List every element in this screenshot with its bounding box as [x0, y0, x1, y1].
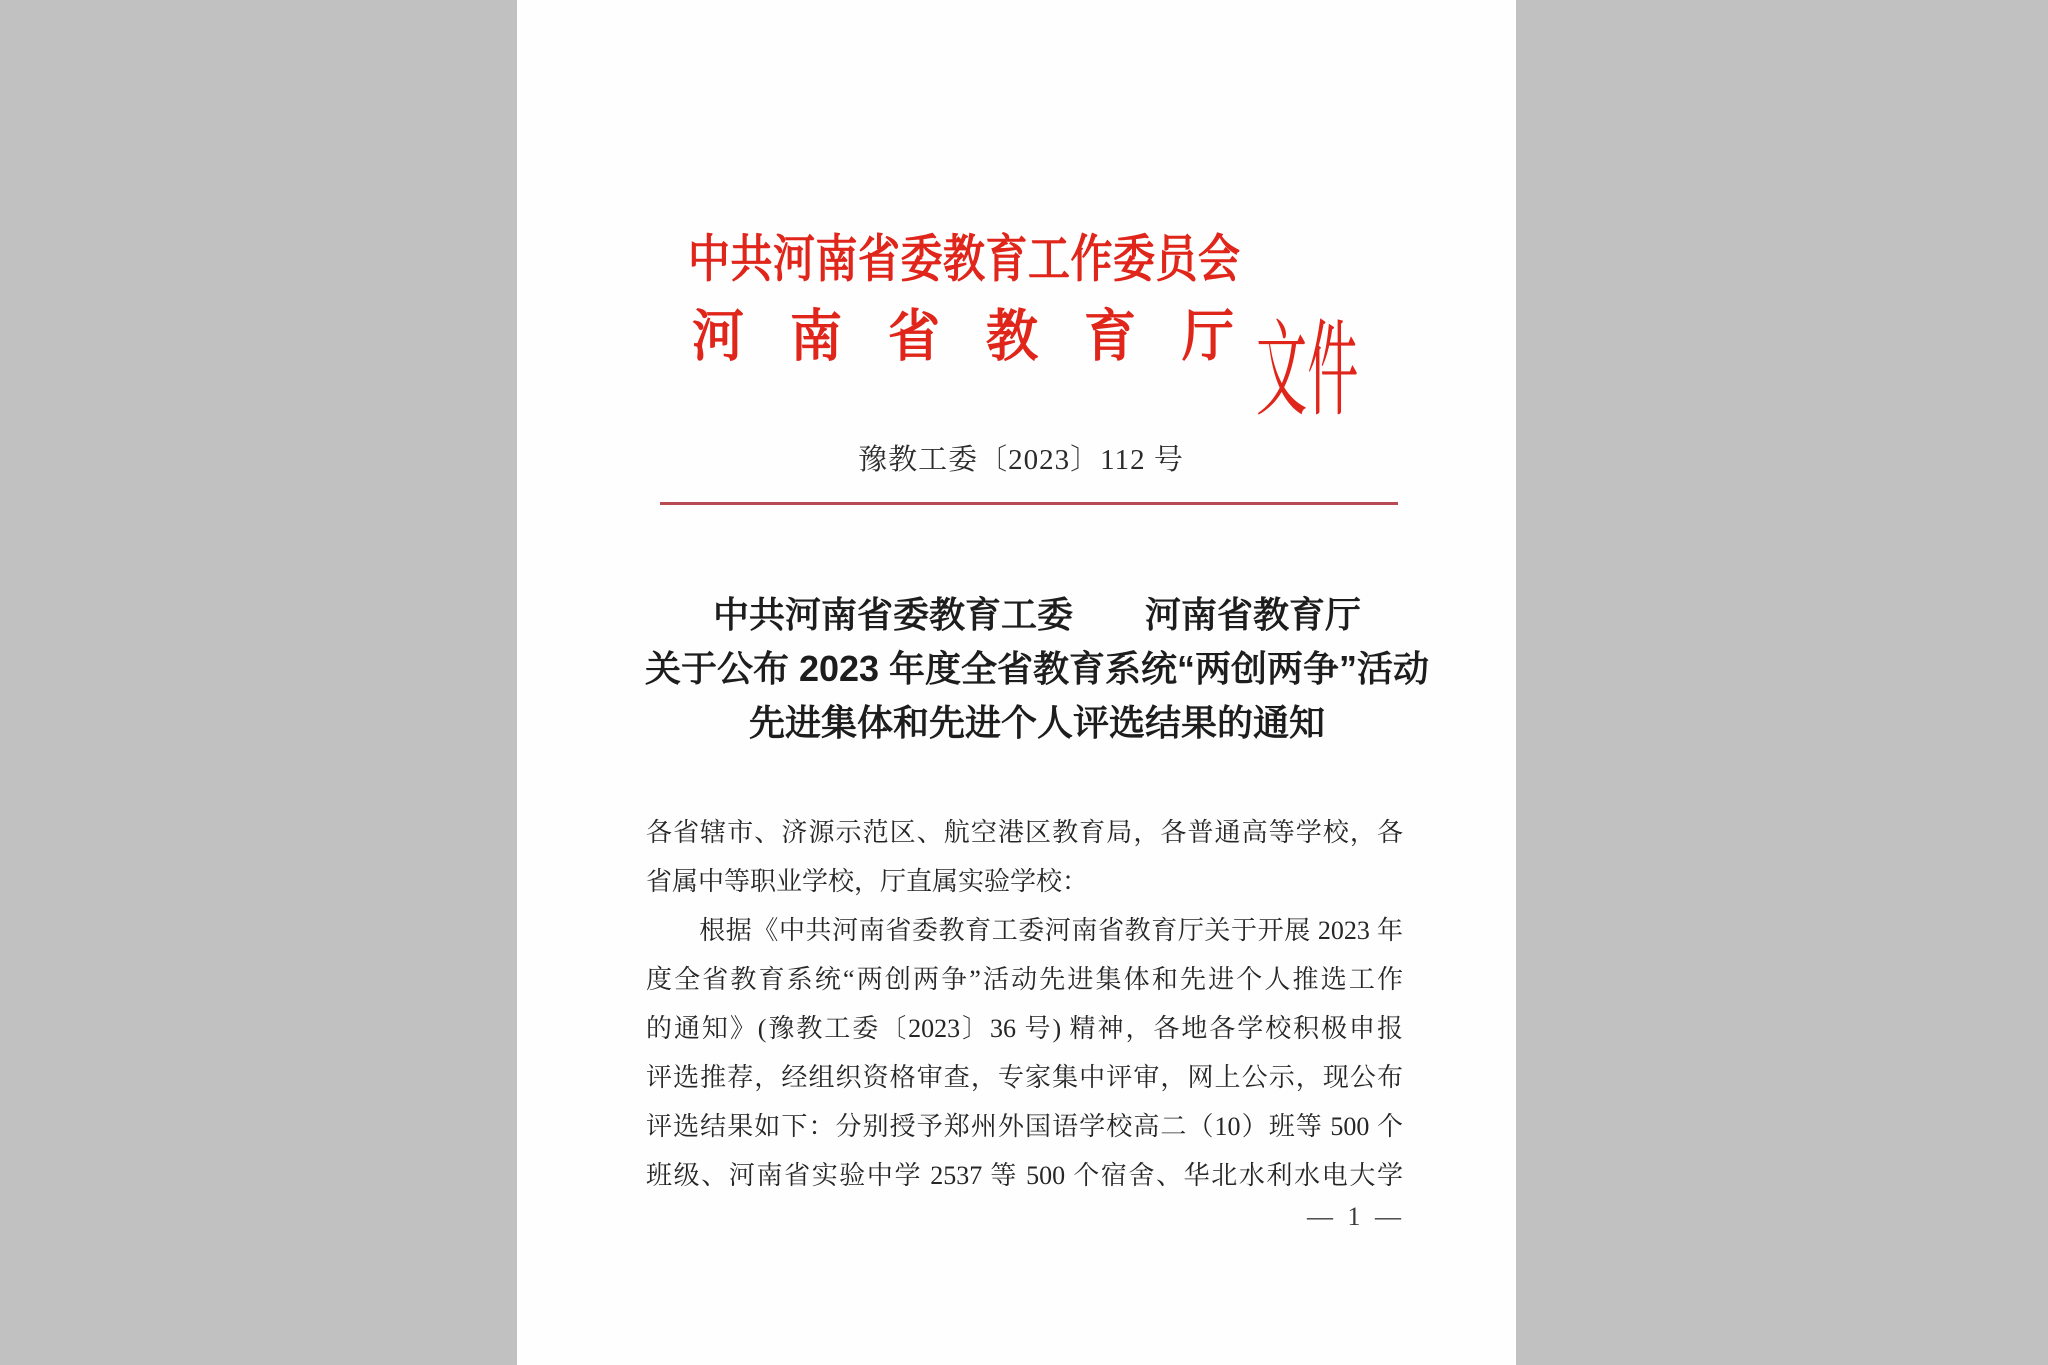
- letterhead-org-line2: 河 南 省 教 育 厅: [692, 306, 1232, 369]
- body-line: 度全省教育系统“两创两争”活动先进集体和先进个人推选工作: [646, 965, 1403, 994]
- body-line: 评选结果如下：分别授予郑州外国语学校高二（10）班等 500 个: [646, 1112, 1403, 1141]
- document-page: [517, 0, 1516, 1365]
- body-line: 根据《中共河南省委教育工委河南省教育厅关于开展 2023 年: [646, 916, 1403, 945]
- body-line: 各省辖市、济源示范区、航空港区教育局，各普通高等学校，各: [646, 818, 1403, 847]
- body-line: 的通知》(豫教工委〔2023〕36 号) 精神，各地各学校积极申报: [646, 1014, 1403, 1043]
- document-number: 豫教工委〔2023〕112 号: [858, 444, 1184, 476]
- body-line: 评选推荐，经组织资格审查，专家集中评审，网上公示，现公布: [646, 1063, 1403, 1092]
- red-separator-line: [660, 502, 1398, 505]
- letterhead-org-line1: 中共河南省委教育工作委员会: [688, 230, 1241, 288]
- title-line-1: 中共河南省委教育工委 河南省教育厅: [712, 594, 1361, 635]
- document-body: [646, 808, 1403, 1200]
- title-line-3: 先进集体和先进个人评选结果的通知: [748, 702, 1325, 743]
- title-line-2: 关于公布 2023 年度全省教育系统“两创两争”活动: [644, 648, 1430, 689]
- page-number: — 1 —: [1307, 1202, 1405, 1231]
- letterhead-doc-type-label: 文件: [1256, 311, 1359, 429]
- body-line: 省属中等职业学校，厅直属实验学校：: [646, 867, 1089, 896]
- document-title: [557, 588, 1517, 750]
- body-line: 班级、河南省实验中学 2537 等 500 个宿舍、华北水利水电大学: [646, 1161, 1403, 1190]
